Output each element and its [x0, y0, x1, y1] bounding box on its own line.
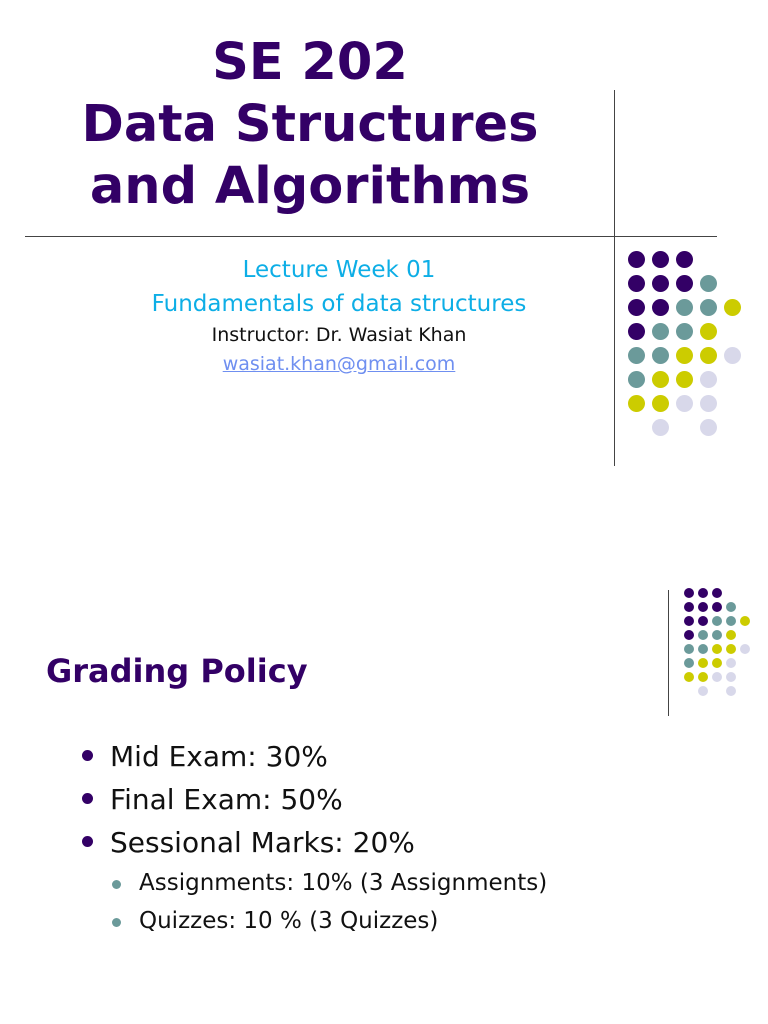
course-code: SE 202 [212, 33, 408, 92]
decorative-dot [700, 395, 717, 412]
decorative-dot [652, 371, 669, 388]
decorative-dot [628, 251, 645, 268]
decorative-dot [712, 630, 722, 640]
decorative-dot [700, 323, 717, 340]
decorative-dot [700, 299, 717, 316]
grading-title: Grading Policy [46, 652, 308, 690]
sub-bullet-dot-icon [112, 918, 121, 927]
decorative-dot [700, 347, 717, 364]
lecture-week: Lecture Week 01 [242, 257, 436, 283]
decorative-dot [740, 616, 750, 626]
decorative-dot [698, 644, 708, 654]
decorative-dot [652, 419, 669, 436]
decorative-dot [700, 371, 717, 388]
bullet-dot-icon [82, 836, 93, 847]
sub-bullet-dot-icon [112, 880, 121, 889]
decorative-dot [676, 275, 693, 292]
list-item-text: Final Exam: 50% [110, 783, 343, 816]
list-item [110, 783, 343, 816]
decorative-dot [628, 395, 645, 412]
decorative-dot [726, 630, 736, 640]
decorative-dot [712, 644, 722, 654]
decorative-dot [726, 602, 736, 612]
sub-list-item [139, 908, 438, 934]
list-item [110, 826, 415, 859]
decorative-dot [724, 299, 741, 316]
decorative-dot [684, 658, 694, 668]
decorative-dot [712, 616, 722, 626]
decorative-dot [676, 299, 693, 316]
instructor-name: Instructor: Dr. Wasiat Khan [211, 324, 467, 346]
decorative-dot [712, 672, 722, 682]
title-slide [0, 0, 768, 490]
decorative-dot [684, 644, 694, 654]
grading-slide [0, 560, 768, 1024]
decorative-dot [652, 395, 669, 412]
decorative-dot [684, 588, 694, 598]
lecture-topic: Fundamentals of data structures [151, 291, 527, 317]
decorative-dot [676, 251, 693, 268]
decorative-dot [628, 371, 645, 388]
decorative-dot [726, 644, 736, 654]
decorative-dot [712, 602, 722, 612]
instructor-email-link[interactable]: wasiat.khan@gmail.com [222, 353, 456, 375]
decorative-dot [700, 275, 717, 292]
sub-list-item-text: Quizzes: 10 % (3 Quizzes) [139, 908, 439, 934]
decorative-dot [684, 602, 694, 612]
bullet-dot-icon [82, 793, 93, 804]
list-item [110, 740, 328, 773]
decorative-dot [726, 672, 736, 682]
decorative-dot [698, 588, 708, 598]
decorative-dot [726, 658, 736, 668]
decorative-dot [676, 395, 693, 412]
decorative-dot [652, 323, 669, 340]
decorative-dot [740, 644, 750, 654]
decorative-dot [676, 323, 693, 340]
decorative-dot [698, 602, 708, 612]
course-name-line1: Data Structures [81, 95, 539, 154]
decorative-dot [676, 347, 693, 364]
decorative-dot [712, 658, 722, 668]
decorative-dot [684, 672, 694, 682]
decorative-dot [676, 371, 693, 388]
vertical-divider [668, 590, 669, 716]
decorative-dot [712, 588, 722, 598]
decorative-dot [726, 686, 736, 696]
decorative-dot [684, 630, 694, 640]
decorative-dot [628, 275, 645, 292]
decorative-dot [652, 275, 669, 292]
decorative-dot [684, 616, 694, 626]
decorative-dot [724, 347, 741, 364]
decorative-dot [698, 686, 708, 696]
sub-list-item [139, 870, 547, 896]
list-item-text: Mid Exam: 30% [110, 740, 328, 773]
decorative-dot [628, 299, 645, 316]
decorative-dot [628, 323, 645, 340]
decorative-dot [698, 630, 708, 640]
decorative-dot [652, 299, 669, 316]
course-title [20, 32, 600, 218]
decorative-dot [698, 658, 708, 668]
decorative-dot [698, 616, 708, 626]
decorative-dot [700, 419, 717, 436]
sub-list-item-text: Assignments: 10% (3 Assignments) [139, 870, 548, 896]
decorative-dot [652, 251, 669, 268]
course-name-line2: and Algorithms [89, 157, 531, 216]
decorative-dot [652, 347, 669, 364]
decorative-dot [628, 347, 645, 364]
decorative-dot [698, 672, 708, 682]
list-item-text: Sessional Marks: 20% [110, 826, 415, 859]
bullet-dot-icon [82, 750, 93, 761]
decorative-dot [726, 616, 736, 626]
